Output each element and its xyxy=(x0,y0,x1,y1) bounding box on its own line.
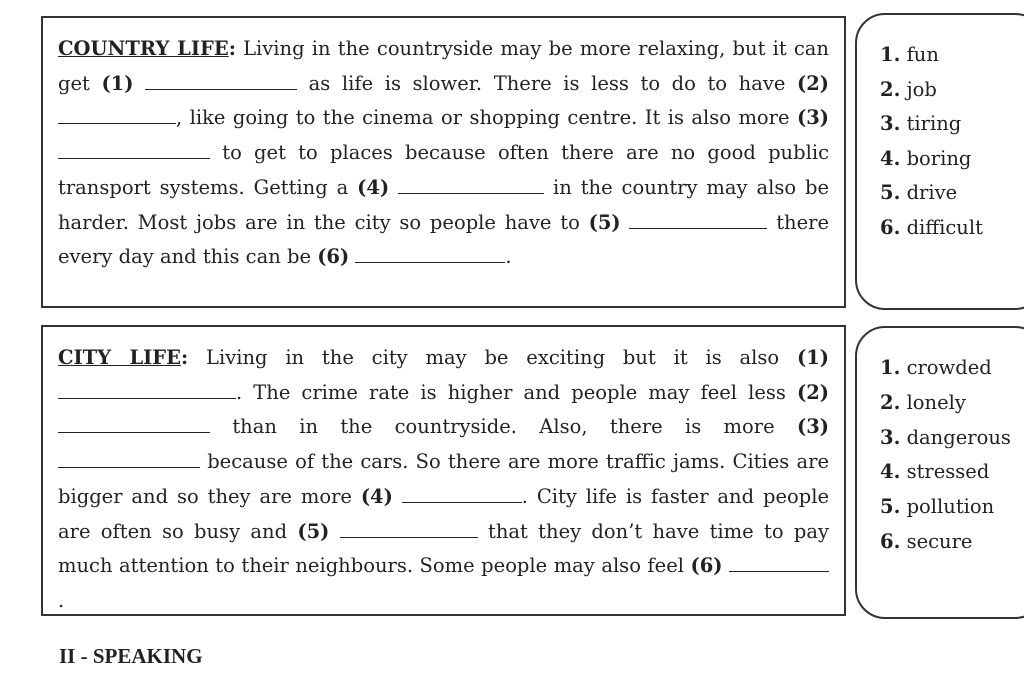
answer-blank-3[interactable] xyxy=(58,140,210,160)
gap-number: (2) xyxy=(796,380,829,404)
word-bank-item: 1. fun xyxy=(880,43,939,66)
passage-text: , like going to the cinema or shopping centre. It is also more xyxy=(176,106,797,130)
passage-text: because of the cars. So there are more traffic jams. Cities are bigger and so they are more xyxy=(58,450,829,508)
word-bank-item: 4. stressed xyxy=(880,460,990,484)
answer-blank-6[interactable] xyxy=(355,244,505,264)
gap-number: (4) xyxy=(360,484,393,508)
word-bank-item: 3. tiring xyxy=(880,112,962,136)
passage-text: there every day and this can be xyxy=(58,210,829,269)
city-life-heading: CITY LIFE xyxy=(58,346,182,369)
word-bank-item: 5. drive xyxy=(880,181,958,205)
gap-number: (1) xyxy=(796,346,829,369)
answer-blank-3[interactable] xyxy=(58,449,200,469)
country-word-bank xyxy=(855,13,1024,310)
heading-colon: : xyxy=(228,37,236,60)
answer-blank-5[interactable] xyxy=(629,209,767,229)
word-bank-item: 4. boring xyxy=(880,146,972,170)
word-bank-item: 6. difficult xyxy=(880,215,983,239)
speaking-section-title: II - SPEAKING xyxy=(59,644,203,668)
gap-number: (3) xyxy=(796,415,829,439)
word-bank-item: 5. pollution xyxy=(880,495,995,519)
word-bank-item: 2. lonely xyxy=(880,390,966,414)
country-life-heading: COUNTRY LIFE xyxy=(58,37,229,60)
answer-blank-4[interactable] xyxy=(402,483,522,503)
gap-number: (1) xyxy=(101,71,134,95)
gap-number: (3) xyxy=(796,106,829,130)
passage-text: . xyxy=(58,588,65,612)
answer-blank-5[interactable] xyxy=(340,518,478,538)
answer-blank-1[interactable] xyxy=(58,379,236,399)
passage-text: that they don’t have time to pay much attention to their neighbours. Some people may also feel xyxy=(58,519,830,578)
answer-blank-6[interactable] xyxy=(729,553,829,573)
word-bank-item: 3. dangerous xyxy=(880,425,1011,449)
passage-text: than in the countryside. Also, there is more xyxy=(210,415,797,439)
word-bank-item: 6. secure xyxy=(880,529,973,553)
passage-text: to get to places because often there are no good public transport systems. Getting a xyxy=(58,141,829,199)
answer-blank-1[interactable] xyxy=(145,70,297,90)
city-word-bank xyxy=(855,326,1024,619)
passage-text: . City life is faster and people are often so busy and xyxy=(58,484,829,543)
city-life-passage xyxy=(41,325,846,616)
gap-number: (4) xyxy=(357,175,390,199)
gap-number: (6) xyxy=(317,245,350,269)
answer-blank-2[interactable] xyxy=(58,105,176,125)
gap-number: (5) xyxy=(297,519,330,543)
passage-text: Living in the countryside may be more relaxing, but it can get xyxy=(58,37,829,95)
gap-number: (6) xyxy=(690,554,723,578)
passage-text: Living in the city may be exciting but it is also xyxy=(188,346,797,369)
country-life-passage xyxy=(41,16,846,308)
word-bank-item: 2. job xyxy=(880,77,937,101)
word-bank-item: 1. crowded xyxy=(880,356,992,379)
gap-number: (5) xyxy=(588,210,621,234)
answer-blank-4[interactable] xyxy=(398,174,544,194)
passage-text: as life is slower. There is less to do to have xyxy=(297,71,797,95)
passage-text: in the country may also be harder. Most jobs are in the city so people have to xyxy=(58,175,830,234)
heading-colon: : xyxy=(181,346,189,369)
passage-text: . xyxy=(505,245,512,269)
answer-blank-2[interactable] xyxy=(58,414,210,434)
gap-number: (2) xyxy=(796,71,829,95)
passage-text: . The crime rate is higher and people may feel less xyxy=(236,380,797,404)
